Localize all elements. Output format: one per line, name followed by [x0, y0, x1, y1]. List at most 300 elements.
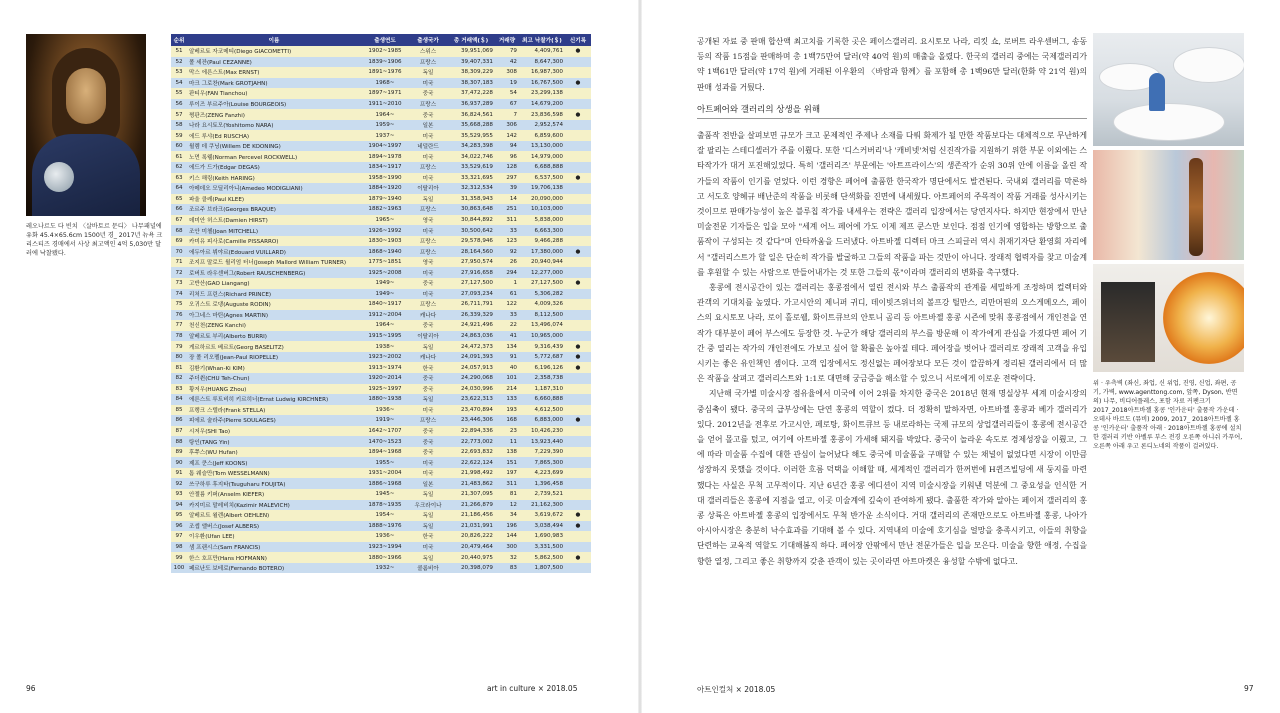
rank-cell: 71	[171, 257, 187, 268]
country-cell: 미국	[409, 130, 447, 141]
table-row	[171, 436, 591, 447]
country-cell: 프랑스	[409, 246, 447, 257]
record-cell	[565, 542, 591, 553]
table-row	[171, 426, 591, 437]
artist-name-cell: 고반산(GAO Liangang)	[187, 278, 361, 289]
table-row	[171, 257, 591, 268]
artist-name-cell: 시저우(SHI Tao)	[187, 426, 361, 437]
country-cell: 독일	[409, 521, 447, 532]
country-cell: 독일	[409, 394, 447, 405]
artist-name-cell: 톰 웨슬만(Tom WESSELMANN)	[187, 468, 361, 479]
lots-cell: 41	[495, 331, 519, 342]
lots-cell: 101	[495, 373, 519, 384]
rank-cell: 76	[171, 310, 187, 321]
top-price-cell: 1,396,458	[519, 478, 565, 489]
total-cell: 22,773,002	[447, 436, 495, 447]
section-heading: 아트페어와 갤러리의 상생을 위해	[697, 105, 821, 115]
top-price-cell: 17,380,000	[519, 246, 565, 257]
country-cell: 미국	[409, 457, 447, 468]
country-cell: 프랑스	[409, 236, 447, 247]
lots-cell: 308	[495, 67, 519, 78]
gallery-booth-photo	[1093, 264, 1244, 372]
artist-name-cell: 에드가 드가(Edgar DEGAS)	[187, 162, 361, 173]
top-price-cell: 7,865,300	[519, 457, 565, 468]
country-cell: 캐나다	[409, 352, 447, 363]
top-price-cell: 4,223,699	[519, 468, 565, 479]
total-cell: 33,321,695	[447, 173, 495, 184]
artist-name-cell: 에드 루샤(Ed RUSCHA)	[187, 130, 361, 141]
rank-cell: 97	[171, 531, 187, 542]
table-row	[171, 563, 591, 574]
artist-name-cell: 한스 호프만(Hans HOFMANN)	[187, 552, 361, 563]
total-cell: 39,407,331	[447, 57, 495, 68]
rank-cell: 75	[171, 299, 187, 310]
record-cell: ●	[565, 78, 591, 89]
birth-cell: 1840~1917	[361, 299, 409, 310]
country-cell: 프랑스	[409, 415, 447, 426]
record-cell: ●	[565, 510, 591, 521]
table-row	[171, 225, 591, 236]
table-row	[171, 299, 591, 310]
rank-cell: 68	[171, 225, 187, 236]
top-price-cell: 7,229,390	[519, 447, 565, 458]
birth-cell: 1775~1851	[361, 257, 409, 268]
total-cell: 24,091,393	[447, 352, 495, 363]
table-row	[171, 267, 591, 278]
top-price-cell: 1,690,983	[519, 531, 565, 542]
lots-cell: 251	[495, 204, 519, 215]
birth-cell: 1839~1906	[361, 57, 409, 68]
record-cell: ●	[565, 352, 591, 363]
table-row	[171, 405, 591, 416]
record-cell	[565, 331, 591, 342]
total-cell: 38,309,229	[447, 67, 495, 78]
birth-cell: 1834~1917	[361, 162, 409, 173]
total-cell: 26,711,791	[447, 299, 495, 310]
rank-cell: 63	[171, 173, 187, 184]
top-price-cell: 23,836,598	[519, 109, 565, 120]
birth-cell: 1891~1976	[361, 67, 409, 78]
top-price-cell: 4,009,326	[519, 299, 565, 310]
total-cell: 23,446,306	[447, 415, 495, 426]
rank-cell: 78	[171, 331, 187, 342]
total-cell: 24,472,373	[447, 341, 495, 352]
artist-name-cell: 에두아르 뷔야르(Edouard VUILLARD)	[187, 246, 361, 257]
rank-cell: 59	[171, 130, 187, 141]
record-cell: ●	[565, 173, 591, 184]
rank-cell: 62	[171, 162, 187, 173]
top-price-cell: 4,612,500	[519, 405, 565, 416]
lots-cell: 133	[495, 394, 519, 405]
total-cell: 24,863,036	[447, 331, 495, 342]
artist-name-cell: 게르하르트 베르트(Georg BASELITZ)	[187, 341, 361, 352]
lots-cell: 1	[495, 278, 519, 289]
artist-name-cell: 카미유 피사로(Camille PISSARRO)	[187, 236, 361, 247]
rank-cell: 83	[171, 384, 187, 395]
birth-cell: 1931~2004	[361, 468, 409, 479]
record-cell	[565, 500, 591, 511]
table-row	[171, 246, 591, 257]
top-price-cell: 5,772,687	[519, 352, 565, 363]
rank-cell: 52	[171, 57, 187, 68]
total-cell: 35,668,288	[447, 120, 495, 131]
top-price-cell: 14,679,200	[519, 99, 565, 110]
birth-cell: 1923~2002	[361, 352, 409, 363]
lots-cell: 61	[495, 289, 519, 300]
table-row	[171, 278, 591, 289]
country-cell: 이탈리아	[409, 183, 447, 194]
total-cell: 32,312,534	[447, 183, 495, 194]
total-cell: 21,031,991	[447, 521, 495, 532]
total-cell: 29,578,946	[447, 236, 495, 247]
rank-cell: 66	[171, 204, 187, 215]
record-cell	[565, 88, 591, 99]
total-cell: 27,950,574	[447, 257, 495, 268]
total-cell: 36,937,289	[447, 99, 495, 110]
total-cell: 30,844,892	[447, 215, 495, 226]
page-fold	[638, 0, 642, 713]
table-row	[171, 331, 591, 342]
total-cell: 31,358,943	[447, 194, 495, 205]
top-price-cell: 13,130,000	[519, 141, 565, 152]
top-price-cell: 6,537,500	[519, 173, 565, 184]
record-cell	[565, 436, 591, 447]
record-cell: ●	[565, 46, 591, 57]
top-price-cell: 3,331,500	[519, 542, 565, 553]
country-cell: 네덜란드	[409, 141, 447, 152]
country-cell: 한국	[409, 362, 447, 373]
artist-name-cell: 알베르토 자코메티(Diego GIACOMETTI)	[187, 46, 361, 57]
total-cell: 35,529,955	[447, 130, 495, 141]
lots-cell: 67	[495, 99, 519, 110]
artist-name-cell: 키스 해링(Keith HARING)	[187, 173, 361, 184]
rank-cell: 81	[171, 362, 187, 373]
total-cell: 24,921,496	[447, 320, 495, 331]
record-cell	[565, 120, 591, 131]
table-row	[171, 362, 591, 373]
lots-cell: 138	[495, 447, 519, 458]
top-price-cell: 23,299,138	[519, 88, 565, 99]
top-price-cell: 6,883,000	[519, 415, 565, 426]
artist-name-cell: 장 폴 리오펠(Jean-Paul RIOPELLE)	[187, 352, 361, 363]
rank-cell: 91	[171, 468, 187, 479]
header-rank: 순위	[171, 34, 187, 46]
record-cell	[565, 310, 591, 321]
birth-cell: 1955~	[361, 457, 409, 468]
country-cell: 캐나다	[409, 310, 447, 321]
total-cell: 20,440,975	[447, 552, 495, 563]
total-cell: 23,622,313	[447, 394, 495, 405]
table-row	[171, 194, 591, 205]
rank-cell: 80	[171, 352, 187, 363]
table-row	[171, 57, 591, 68]
record-cell	[565, 384, 591, 395]
lots-cell: 23	[495, 426, 519, 437]
birth-cell: 1965~	[361, 215, 409, 226]
birth-cell: 1882~1963	[361, 204, 409, 215]
birth-cell: 1880~1938	[361, 394, 409, 405]
lots-cell: 294	[495, 267, 519, 278]
top-price-cell: 20,090,000	[519, 194, 565, 205]
record-cell	[565, 67, 591, 78]
total-cell: 38,307,183	[447, 78, 495, 89]
header-record: 신기록	[565, 34, 591, 46]
body-paragraph: 홍콩에 전시공간이 있는 갤러리는 홍콩점에서 열린 전시와 부스 출품작의 관계를 세밀하게 조정하며 컬렉터와 관객의 기대치를 높였다. 가고시안의 제니퍼 귀디, 데이빗즈위너의 볼프강 틸만스, 리만머핀의 오스게메오스, 페이스의 요시토모 나라, 로이 홀로웰, 화이트큐브의 안토니 곰리 등 아트바젤 홍콩 시즌에 맞춰 홍콩점에서 개인전을 연 작가 대부분이 페어 부스에도 등장한 것. 누군가 해당 갤러리의 부스를 방문해 이 작가에게 관심을 가졌다면 페어 기간 중 열리는 작가의 개인전에도 가보고 싶어 할 확률은 높아질 테다. 페어장을 벗어나 갤러리로 장래적 고객을 유입시키는 좋은 유인책인 셈이다. 고객 입장에서도 정신없는 페어장보다 모든 것이 깔끔하게 정리된 갤러리에서 더 많은 작품을 살펴고 갤러리스트와 1:1로 대면해 궁금증을 해소할 수 있으니 서로에게 이로운 전략이다.	[697, 283, 1087, 384]
artist-name-cell: 후쭈스(WU Hufan)	[187, 447, 361, 458]
birth-cell: 1936~	[361, 405, 409, 416]
table-row	[171, 99, 591, 110]
birth-cell: 1902~1985	[361, 46, 409, 57]
lots-cell: 7	[495, 109, 519, 120]
artist-name-cell: 로버트 라우센버그(Robert RAUSCHENBERG)	[187, 267, 361, 278]
table-row	[171, 552, 591, 563]
artist-name-cell: 데미안 허스트(Damien HIRST)	[187, 215, 361, 226]
total-cell: 26,339,329	[447, 310, 495, 321]
top-price-cell: 20,940,944	[519, 257, 565, 268]
table-row	[171, 310, 591, 321]
top-price-cell: 2,739,521	[519, 489, 565, 500]
birth-cell: 1932~	[361, 563, 409, 574]
birth-cell: 1868~1940	[361, 246, 409, 257]
lots-cell: 26	[495, 257, 519, 268]
country-cell: 영국	[409, 257, 447, 268]
rank-cell: 98	[171, 542, 187, 553]
rank-cell: 95	[171, 510, 187, 521]
top-price-cell: 6,660,888	[519, 394, 565, 405]
rank-cell: 89	[171, 447, 187, 458]
birth-cell: 1925~1997	[361, 384, 409, 395]
birth-cell: 1894~1978	[361, 151, 409, 162]
country-cell: 미국	[409, 173, 447, 184]
salvator-mundi-painting	[26, 34, 146, 216]
birth-cell: 1968~	[361, 78, 409, 89]
birth-cell: 1958~1990	[361, 173, 409, 184]
record-cell	[565, 299, 591, 310]
lots-cell: 83	[495, 563, 519, 574]
country-cell: 중국	[409, 426, 447, 437]
country-cell: 미국	[409, 542, 447, 553]
record-cell	[565, 141, 591, 152]
total-cell: 21,307,095	[447, 489, 495, 500]
birth-cell: 1913~1974	[361, 362, 409, 373]
birth-cell: 1954~	[361, 510, 409, 521]
record-cell	[565, 225, 591, 236]
table-row	[171, 447, 591, 458]
rank-cell: 74	[171, 289, 187, 300]
rank-cell: 72	[171, 267, 187, 278]
country-cell: 스위스	[409, 46, 447, 57]
artist-name-cell: 리처드 프린스(Richard PRINCE)	[187, 289, 361, 300]
artist-name-cell: 황저우(HUANG Zhou)	[187, 384, 361, 395]
table-row	[171, 67, 591, 78]
table-row	[171, 341, 591, 352]
country-cell: 이탈리아	[409, 331, 447, 342]
country-cell: 우크라이나	[409, 500, 447, 511]
birth-cell: 1642~1707	[361, 426, 409, 437]
table-row	[171, 478, 591, 489]
table-row	[171, 109, 591, 120]
lots-cell: 151	[495, 457, 519, 468]
total-cell: 23,470,894	[447, 405, 495, 416]
birth-cell: 1937~	[361, 130, 409, 141]
country-cell: 한국	[409, 531, 447, 542]
artist-name-cell: 오귀스트 로댕(Auguste RODIN)	[187, 299, 361, 310]
record-cell	[565, 478, 591, 489]
header-country: 출생국가	[409, 34, 447, 46]
country-cell: 독일	[409, 489, 447, 500]
section-divider	[697, 118, 1087, 119]
top-price-cell: 10,426,230	[519, 426, 565, 437]
total-cell: 20,398,079	[447, 563, 495, 574]
birth-cell: 1888~1976	[361, 521, 409, 532]
record-cell	[565, 394, 591, 405]
table-row	[171, 151, 591, 162]
artist-name-cell: 파울 클레(Paul KLEE)	[187, 194, 361, 205]
artist-name-cell: 피에르 술라주(Pierre SOULAGES)	[187, 415, 361, 426]
lots-cell: 196	[495, 521, 519, 532]
table-row	[171, 394, 591, 405]
birth-cell: 1884~1920	[361, 183, 409, 194]
birth-cell: 1470~1523	[361, 436, 409, 447]
record-cell: ●	[565, 362, 591, 373]
table-row	[171, 531, 591, 542]
lots-cell: 300	[495, 542, 519, 553]
top-price-cell: 1,187,310	[519, 384, 565, 395]
table-row	[171, 510, 591, 521]
artist-name-cell: 페르난도 보테로(Fernando BOTERO)	[187, 563, 361, 574]
artist-name-cell: 막스 에른스트(Max ERNST)	[187, 67, 361, 78]
lots-cell: 214	[495, 384, 519, 395]
country-cell: 독일	[409, 552, 447, 563]
record-cell	[565, 183, 591, 194]
record-cell	[565, 130, 591, 141]
birth-cell: 1938~	[361, 341, 409, 352]
top-price-cell: 3,038,494	[519, 521, 565, 532]
table-row	[171, 236, 591, 247]
lots-cell: 42	[495, 57, 519, 68]
birth-cell: 1959~	[361, 120, 409, 131]
porcelain-installation-photo	[1093, 33, 1244, 146]
rank-cell: 55	[171, 88, 187, 99]
artist-name-cell: 샘 프랜시스(Sam FRANCIS)	[187, 542, 361, 553]
lots-cell: 81	[495, 489, 519, 500]
top-price-cell: 3,619,672	[519, 510, 565, 521]
top-price-cell: 19,706,138	[519, 183, 565, 194]
magazine-footer-right: 아트인컬처 × 2018.05	[697, 685, 776, 694]
total-cell: 27,916,658	[447, 267, 495, 278]
birth-cell: 1925~2008	[361, 267, 409, 278]
total-cell: 34,283,398	[447, 141, 495, 152]
photos-caption: 위 · 우측벽 (좌신, 좌업, 신 위업, 진영, 신업, 좌편, 공기, 가벽, www.agenttong.com, 앞쪽, Dyson, 반면의) 나무, 비디어플레스, 포함 자료 커팬크기 2017_2018아트바젤 홍콩 '인카운터' 출품작 가운데 · 오데사 바르도 (뮤비) 2009, 2017_ 2018아트바젤 홍콩 '인카운터' 출품작 아래 · 2018아트바젤 홍콩에 설치한 갤러리 키반 아벨루 부스 전경 오른쪽 아니쉬 카푸어, 오른쪽 아래 우고 론디노네의 작품이 걸려있다.	[1093, 380, 1243, 450]
artist-name-cell: 탕인(TANG Yin)	[187, 436, 361, 447]
artist-name-cell: 나라 요시토모(Yoshitomo NARA)	[187, 120, 361, 131]
table-body	[171, 46, 591, 573]
rank-cell: 77	[171, 320, 187, 331]
rank-cell: 92	[171, 478, 187, 489]
header-birth: 출생연도	[361, 34, 409, 46]
birth-cell: 1964~	[361, 109, 409, 120]
rank-cell: 67	[171, 215, 187, 226]
birth-cell: 1880~1966	[361, 552, 409, 563]
table-row	[171, 415, 591, 426]
rank-cell: 58	[171, 120, 187, 131]
table-row	[171, 173, 591, 184]
birth-cell: 1894~1968	[361, 447, 409, 458]
magazine-footer-left: art in culture × 2018.05	[487, 684, 578, 693]
top-price-cell: 14,979,000	[519, 151, 565, 162]
birth-cell: 1949~	[361, 278, 409, 289]
country-cell: 일본	[409, 478, 447, 489]
artist-name-cell: 프랭크 스텔라(Frank STELLA)	[187, 405, 361, 416]
top-price-cell: 16,767,500	[519, 78, 565, 89]
country-cell: 일본	[409, 120, 447, 131]
top-price-cell: 27,127,500	[519, 278, 565, 289]
lots-cell: 197	[495, 468, 519, 479]
country-cell: 미국	[409, 78, 447, 89]
total-cell: 21,266,879	[447, 500, 495, 511]
country-cell: 독일	[409, 341, 447, 352]
top-price-cell: 6,663,300	[519, 225, 565, 236]
country-cell: 영국	[409, 215, 447, 226]
total-cell: 20,826,222	[447, 531, 495, 542]
rank-cell: 65	[171, 194, 187, 205]
artist-name-cell: 쓰구하루 후지타(Tsuguharu FOUJITA)	[187, 478, 361, 489]
record-cell	[565, 204, 591, 215]
rank-cell: 85	[171, 405, 187, 416]
artist-name-cell: 카지미르 말레비치(Kazimir MALEVICH)	[187, 500, 361, 511]
country-cell: 독일	[409, 194, 447, 205]
artist-ranking-table	[171, 34, 591, 573]
artist-name-cell: 루이즈 부르주아(Louise BOURGEOIS)	[187, 99, 361, 110]
top-price-cell: 21,162,300	[519, 500, 565, 511]
table-header-row	[171, 34, 591, 46]
top-price-cell: 13,923,440	[519, 436, 565, 447]
body-paragraph: 출품작 전반을 살펴보면 규모가 크고 문제적인 주제나 소재를 다뤄 화제가 될 만한 작품보다는 대체적으로 무난하게 잘 팔리는 스테디셀러가 주를 이뤘다. 또한 '디스커버리'나 '캐비넷'처럼 신진작가를 지원하기 위한 부문 이외에는 스타작가가 대거 포진해있었다. 특히 '갤러리즈' 부문에는 '아트프라이스'의 생존작가 순위 30위 안에 이름을 올린 작가들의 작품이 인기를 얻었다. 이런 경향은 페어에 출품한 한국작가 명단에서도 발견된다. 국내외 갤러리를 막론하고 서도호 양혜규 배난준의 작품을 비롯해 단색화를 진면에 내세웠다. 아트페어의 주목적이 작품 거래를 성사시키는 것이므로 판매가능성이 높은 블루칩 작가를 내세우는 전략은 갤러리 입장에서는 당연지사다. 하지만 현장에서 만난 미술전문 기자들은 입을 모아 "세계 어느 페어에 가도 이제 제프 쿤스만 보인다. 점점 인기에 영합하는 방향으로 출품작이 구성되는 것 같다"며 안타까움을 드러냈다. 아트바젤 디렉터 마크 스피글러 역시 취재기자단 환영회 자리에서 "갤러리스트가 할 일은 단순히 작가를 발굴하고 그들의 작품을 파는 것만이 아니다. 장래적 협력자를 찾고 미술계를 후원할 수 있는 사람으로 만들어내가는 것 또한 그들의 몫"이라며 갤러리의 변화를 촉구했다.	[697, 131, 1087, 277]
artist-name-cell: 알베르트 욀렌(Albert OEHLEN)	[187, 510, 361, 521]
country-cell: 미국	[409, 289, 447, 300]
top-price-cell: 10,965,000	[519, 331, 565, 342]
record-cell: ●	[565, 521, 591, 532]
country-cell: 프랑스	[409, 204, 447, 215]
table-row	[171, 46, 591, 57]
total-cell: 24,057,913	[447, 362, 495, 373]
lots-cell: 94	[495, 141, 519, 152]
rank-cell: 53	[171, 67, 187, 78]
country-cell: 미국	[409, 405, 447, 416]
top-price-cell: 9,466,288	[519, 236, 565, 247]
rank-cell: 79	[171, 341, 187, 352]
table-row	[171, 384, 591, 395]
birth-cell: 1920~2014	[361, 373, 409, 384]
lots-cell: 123	[495, 236, 519, 247]
table-row	[171, 78, 591, 89]
artist-name-cell: 조르주 브라크(Georges BRAQUE)	[187, 204, 361, 215]
lots-cell: 311	[495, 478, 519, 489]
country-cell: 프랑스	[409, 57, 447, 68]
artist-name-cell: 판티우(FAN Tianchou)	[187, 88, 361, 99]
top-price-cell: 5,862,500	[519, 552, 565, 563]
record-cell	[565, 447, 591, 458]
fabric-installation-photo	[1093, 150, 1244, 260]
top-price-cell: 2,358,738	[519, 373, 565, 384]
top-price-cell: 12,277,000	[519, 267, 565, 278]
record-cell	[565, 215, 591, 226]
country-cell: 미국	[409, 151, 447, 162]
top-price-cell: 1,807,500	[519, 563, 565, 574]
table-row	[171, 373, 591, 384]
total-cell: 21,483,862	[447, 478, 495, 489]
total-cell: 37,472,228	[447, 88, 495, 99]
